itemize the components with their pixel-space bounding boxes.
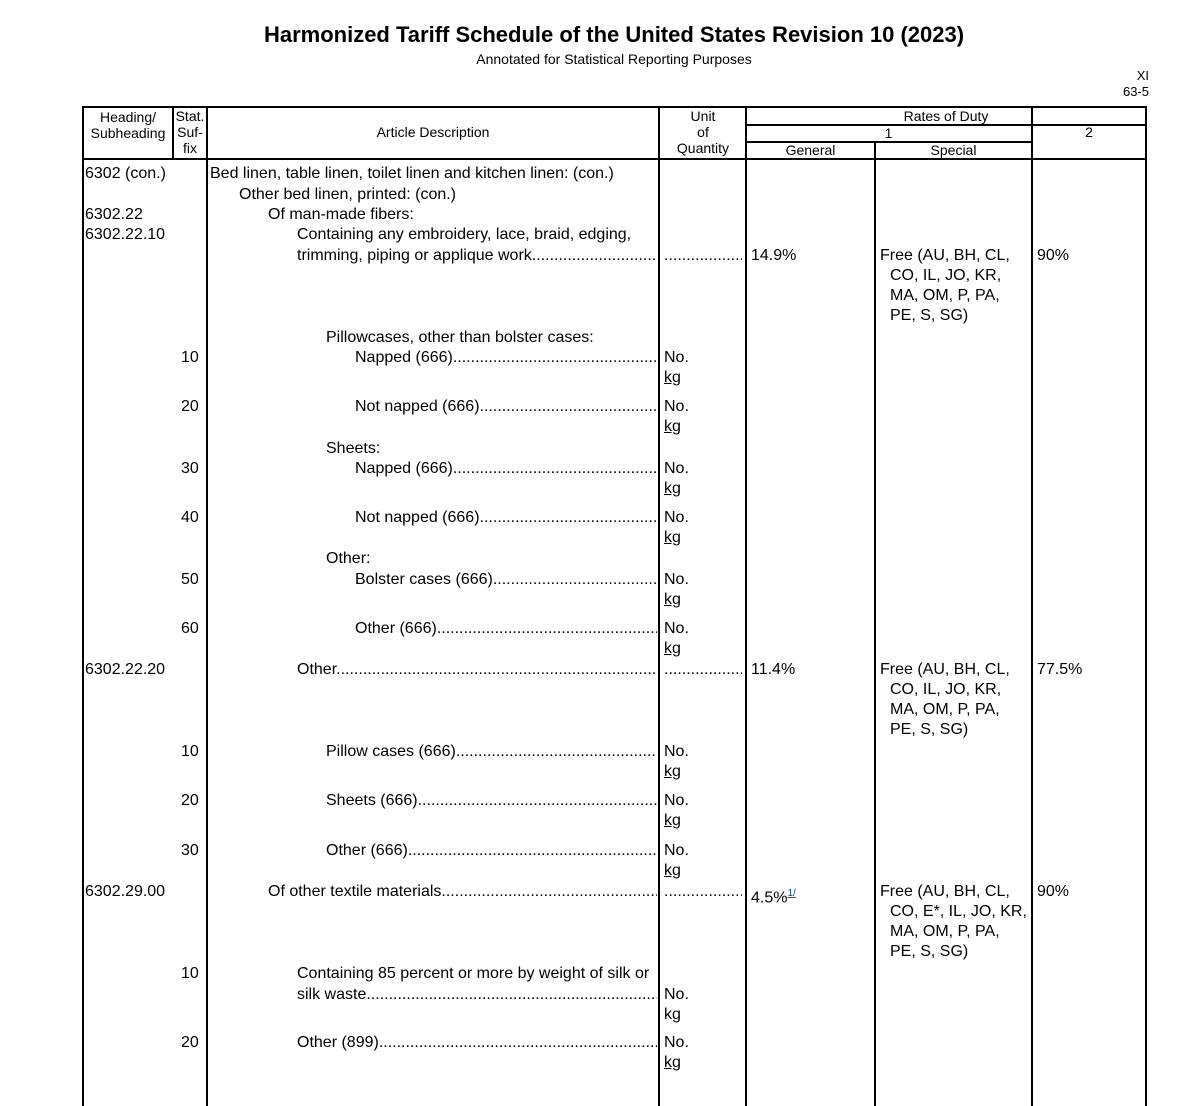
unit-of-quantity: No. kg <box>664 620 689 657</box>
heading-number: 6302.22 <box>85 206 143 223</box>
general-rate: 4.5%$^{1/}$ <box>751 888 796 907</box>
column-2-rate: 90% <box>1037 247 1070 264</box>
table-right-border <box>1145 106 1147 1106</box>
stat-suffix: 20 <box>181 792 199 809</box>
article-description-leader: Bolster cases (666) ..... <box>355 570 657 590</box>
unit-of-quantity-header: Unit of Quantity <box>676 108 730 156</box>
article-description-leader: Napped (666) ..... <box>355 348 657 368</box>
page-number: 63-5 <box>1122 84 1149 99</box>
rates-of-duty-header: Rates of Duty <box>903 108 989 124</box>
unit-of-quantity: No. kg <box>664 571 689 608</box>
heading-number: 6302.29.00 <box>85 883 166 900</box>
general-rate: 11.4% <box>751 661 796 678</box>
article-description: Sheets: <box>326 440 381 457</box>
article-description-leader: Of other textile materials ..... <box>268 882 657 902</box>
rates-column-1-header: 1 <box>884 125 893 141</box>
rates-column-2-header: 2 <box>1085 124 1093 140</box>
header-bottom-border <box>82 158 1147 160</box>
stat-suffix: 40 <box>181 509 199 526</box>
unit-of-quantity: No. kg <box>664 842 689 879</box>
article-description-leader: silk waste ..... <box>297 985 657 1005</box>
article-col-divider <box>206 106 208 1106</box>
article-description-leader: Other (666) ..... <box>326 841 657 861</box>
special-rate: Free (AU, BH, CL, CO, IL, JO, KR, MA, OM, P, PA, PE, S, SG) <box>880 247 1010 324</box>
article-description: Of man-made fibers: <box>268 206 414 223</box>
heading-column-header: Heading/ Subheading <box>90 109 166 141</box>
article-description: Containing 85 percent or more by weight of silk or <box>297 965 650 982</box>
article-description-leader: Napped (666) ..... <box>355 459 657 479</box>
general-special-divider <box>874 141 876 1106</box>
unit-of-quantity: No. kg <box>664 398 689 435</box>
unit-of-quantity: No. kg <box>664 986 689 1023</box>
article-description: Containing any embroidery, lace, braid, edging, <box>297 226 632 243</box>
unit-col-divider <box>658 106 660 1106</box>
stat-suffix: 30 <box>181 460 199 477</box>
heading-number: 6302.22.10 <box>85 226 166 243</box>
unit-of-quantity: No. kg <box>664 792 689 829</box>
stat-suffix: 20 <box>181 398 199 415</box>
stat-suffix-column-header: Stat. Suf- fix <box>175 108 205 156</box>
article-description-header: Article Description <box>376 124 490 140</box>
stat-suffix: 10 <box>181 743 199 760</box>
article-description: Pillowcases, other than bolster cases: <box>326 329 594 346</box>
article-description-leader: Other ..... <box>297 660 657 680</box>
unit-of-quantity: No. kg <box>664 743 689 780</box>
stat-suffix: 10 <box>181 349 199 366</box>
heading-number: 6302.22.20 <box>85 661 166 678</box>
table-left-border <box>82 106 84 1106</box>
article-description-leader: Not napped (666) ..... <box>355 397 657 417</box>
unit-of-quantity: No. kg <box>664 349 689 386</box>
col1-col2-divider <box>1031 106 1033 1106</box>
special-rate: Free (AU, BH, CL, CO, IL, JO, KR, MA, OM, P, PA, PE, S, SG) <box>880 661 1010 738</box>
unit-leader <box>664 660 742 680</box>
stat-suffix: 60 <box>181 620 199 637</box>
article-description-leader: Other (899) ..... <box>297 1033 657 1053</box>
column-2-rate: 77.5% <box>1037 661 1083 678</box>
article-description-leader: trimming, piping or applique work ..... <box>297 246 657 266</box>
footnote-link[interactable]: 1/ <box>787 888 796 899</box>
rates-col-divider <box>745 106 747 1106</box>
article-description: Bed linen, table linen, toilet linen and kitchen linen: (con.) <box>210 165 614 182</box>
heading-number: 6302 (con.) <box>85 165 166 182</box>
unit-leader <box>664 882 742 902</box>
stat-suffix: 50 <box>181 571 199 588</box>
page-reference <box>1123 68 1149 100</box>
column-2-rate: 90% <box>1037 883 1070 900</box>
special-rate: Free (AU, BH, CL, CO, E*, IL, JO, KR, MA, OM, P, PA, PE, S, SG) <box>880 883 1027 960</box>
unit-leader <box>664 246 742 266</box>
unit-of-quantity: No. kg <box>664 1034 689 1071</box>
document-title: Harmonized Tariff Schedule of the United States Revision 10 (2023) <box>263 22 965 47</box>
article-description-leader: Pillow cases (666) ..... <box>326 742 657 762</box>
article-description-leader: Not napped (666) ..... <box>355 508 657 528</box>
section-number: XI <box>1136 68 1149 83</box>
stat-suffix: 30 <box>181 842 199 859</box>
unit-of-quantity: No. kg <box>664 509 689 546</box>
unit-of-quantity: No. kg <box>664 460 689 497</box>
general-rate-header: General <box>785 142 836 158</box>
article-description-leader: Sheets (666) ..... <box>326 791 657 811</box>
article-description-leader: Other (666) ..... <box>355 619 657 639</box>
stat-suffix: 10 <box>181 965 199 982</box>
article-description: Other bed linen, printed: (con.) <box>239 186 457 203</box>
document-subtitle: Annotated for Statistical Reporting Purposes <box>476 51 752 67</box>
article-description: Other: <box>326 550 371 567</box>
general-rate: 14.9% <box>751 247 797 264</box>
special-rate-header: Special <box>930 142 977 158</box>
stat-suffix: 20 <box>181 1034 199 1051</box>
